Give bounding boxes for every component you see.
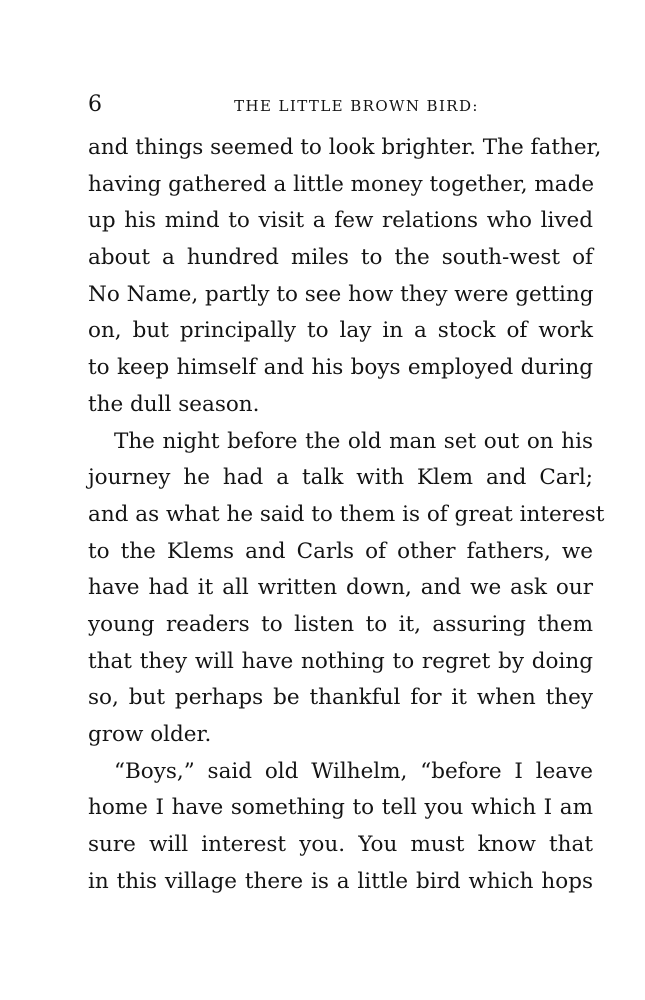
running-title: THE LITTLE BROWN BIRD: (234, 97, 479, 115)
page-number: 6 (88, 92, 102, 117)
text-line: have had it all written down, and we ask our (88, 575, 593, 601)
text-line: The night before the old man set out on his (114, 428, 593, 454)
text-line: grow older. (88, 722, 212, 747)
text-line: young readers to listen to it, assuring them (88, 611, 593, 637)
text-line: having gathered a little money together, made (88, 171, 595, 197)
text-line: sure will interest you. You must know that (88, 832, 593, 858)
paragraph-1 (88, 130, 602, 424)
text-line: journey he had a talk with Klem and Carl; (88, 465, 593, 491)
text-line: and things seemed to look brighter. The father, (88, 135, 602, 160)
text-line: up his mind to visit a few relations who lived (88, 208, 593, 234)
text-line: that they will have nothing to regret by doing (88, 648, 593, 674)
text-line: about a hundred miles to the south-west of (88, 245, 593, 271)
running-head (88, 92, 593, 118)
text-line: “Boys,” said old Wilhelm, “before I leave (114, 758, 593, 784)
text-line: so, but perhaps be thankful for it when they (88, 685, 593, 711)
text-line: the dull season. (88, 391, 260, 417)
text-line: to keep himself and his boys employed during (88, 355, 593, 381)
paragraph-3 (88, 754, 593, 901)
body-text (88, 130, 605, 900)
text-line: on, but principally to lay in a stock of work (88, 318, 593, 344)
text-line: home I have something to tell you which I am (88, 795, 593, 821)
text-line: and as what he said to them is of great interest (88, 501, 605, 527)
text-line: to the Klems and Carls of other fathers, we (88, 538, 593, 564)
paragraph-2 (88, 424, 605, 754)
text-line: in this village there is a little bird which hops (88, 868, 593, 894)
text-line: No Name, partly to see how they were getting (88, 281, 594, 307)
